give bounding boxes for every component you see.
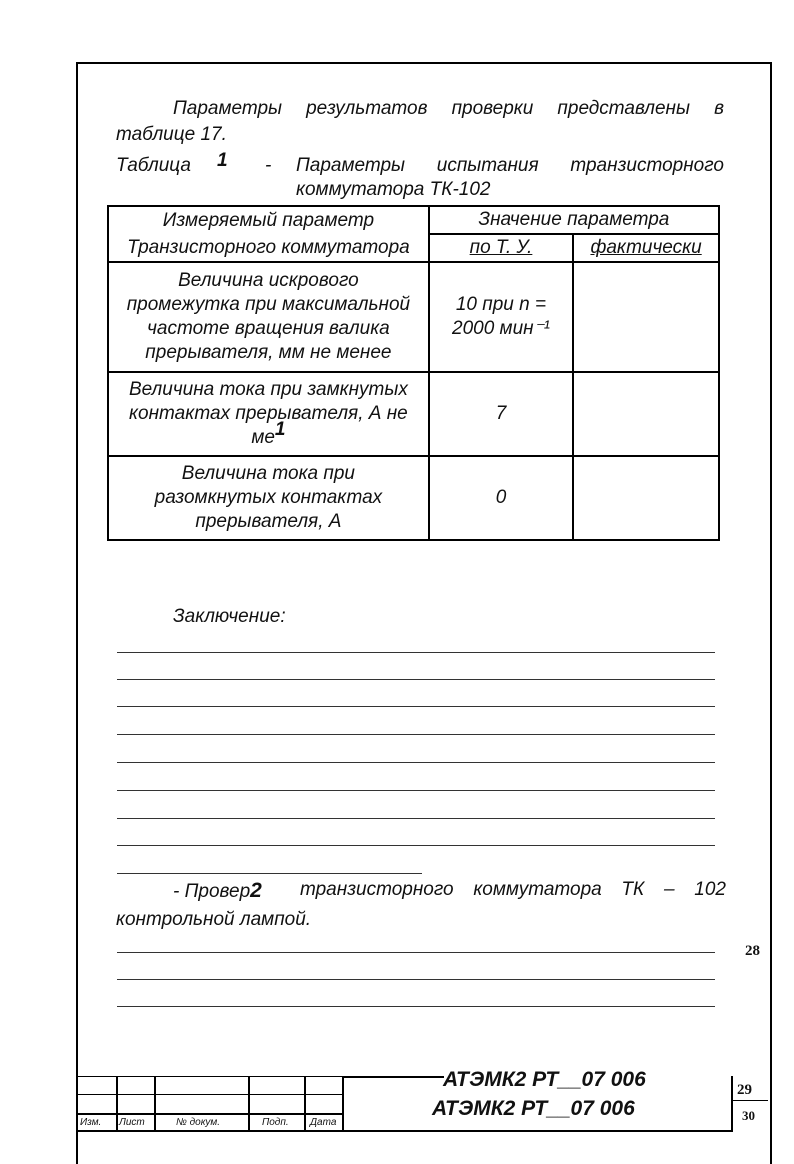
row-2-actual[interactable]	[573, 372, 719, 456]
sheet-number-1: 29	[737, 1082, 752, 1098]
row-3-actual[interactable]	[573, 456, 719, 540]
stamp-label-sheet: Лист	[119, 1117, 145, 1128]
answer-line[interactable]	[117, 979, 715, 980]
row-3-param: Величина тока при разомкнутых контактах прерывателя, А	[108, 456, 429, 540]
doc-code-2: АТЭМК2 РТ__07 006	[432, 1097, 635, 1120]
stamp-sheet-divider	[731, 1076, 733, 1132]
answer-line[interactable]	[117, 1006, 715, 1007]
conclusion-line[interactable]	[117, 762, 715, 763]
parameters-table	[107, 205, 720, 541]
stamp-label-date: Дата	[310, 1117, 337, 1128]
caption-title-line-1: Параметры испытания транзисторного	[296, 155, 724, 176]
conclusion-line[interactable]	[117, 845, 715, 846]
header-param-line-2: Транзисторного коммутатора	[108, 234, 429, 262]
table-row	[108, 262, 719, 372]
caption-number: 1	[217, 150, 228, 171]
conclusion-label: Заключение:	[173, 606, 286, 627]
conclusion-line[interactable]	[117, 679, 715, 680]
task-number: 2	[250, 879, 262, 902]
row-1-spec: 10 при n = 2000 мин⁻¹	[429, 262, 573, 372]
table-row	[108, 456, 719, 540]
conclusion-line[interactable]	[117, 706, 715, 707]
caption-title-line-2: коммутатора ТК-102	[296, 179, 491, 200]
caption-dash: -	[265, 155, 272, 176]
stamp-sheet-line	[731, 1100, 768, 1101]
doc-code-1: АТЭМК2 РТ__07 006	[443, 1068, 646, 1091]
conclusion-line[interactable]	[117, 873, 422, 874]
row-1-param: Величина искрового промежутка при максимальной частоте вращения валика прерывателя, мм не менее	[108, 262, 429, 372]
intro-line-1: Параметры результатов проверки представлены в	[173, 98, 724, 119]
row-2-overlay-number: 1	[274, 419, 286, 440]
task-line-1-rest: транзисторного коммутатора ТК – 102	[300, 879, 726, 900]
row-1-actual[interactable]	[573, 262, 719, 372]
stamp-bottom-line	[76, 1130, 731, 1132]
answer-line[interactable]	[117, 952, 715, 953]
sheet-number-2: 30	[742, 1108, 755, 1123]
row-2-spec: 7	[429, 372, 573, 456]
row-3-spec: 0	[429, 456, 573, 540]
stamp-label-doc-number: № докум.	[176, 1117, 221, 1128]
caption-prefix: Таблица	[116, 155, 191, 176]
header-param-line-1: Измеряемый параметр	[108, 206, 429, 234]
conclusion-line[interactable]	[117, 652, 715, 653]
page-marker: 28	[745, 943, 760, 959]
row-2-param: Величина тока при замкнутых контактах прерывателя, А не ме1	[108, 372, 429, 456]
conclusion-line[interactable]	[117, 790, 715, 791]
table-row	[108, 372, 719, 456]
header-spec: по Т. У.	[429, 234, 573, 262]
stamp-top-line	[344, 1076, 444, 1078]
header-value-group: Значение параметра	[429, 206, 719, 234]
intro-line-2: таблице 17.	[116, 124, 227, 145]
conclusion-line[interactable]	[117, 818, 715, 819]
task-prefix: - Провер2	[173, 879, 262, 902]
header-actual: фактически	[573, 234, 719, 262]
stamp-label-signature: Подп.	[262, 1117, 289, 1128]
stamp-label-change: Изм.	[80, 1117, 102, 1128]
conclusion-line[interactable]	[117, 734, 715, 735]
table-header-row-2	[108, 234, 719, 262]
task-line-2: контрольной лампой.	[116, 909, 312, 930]
table-header-row-1	[108, 206, 719, 234]
